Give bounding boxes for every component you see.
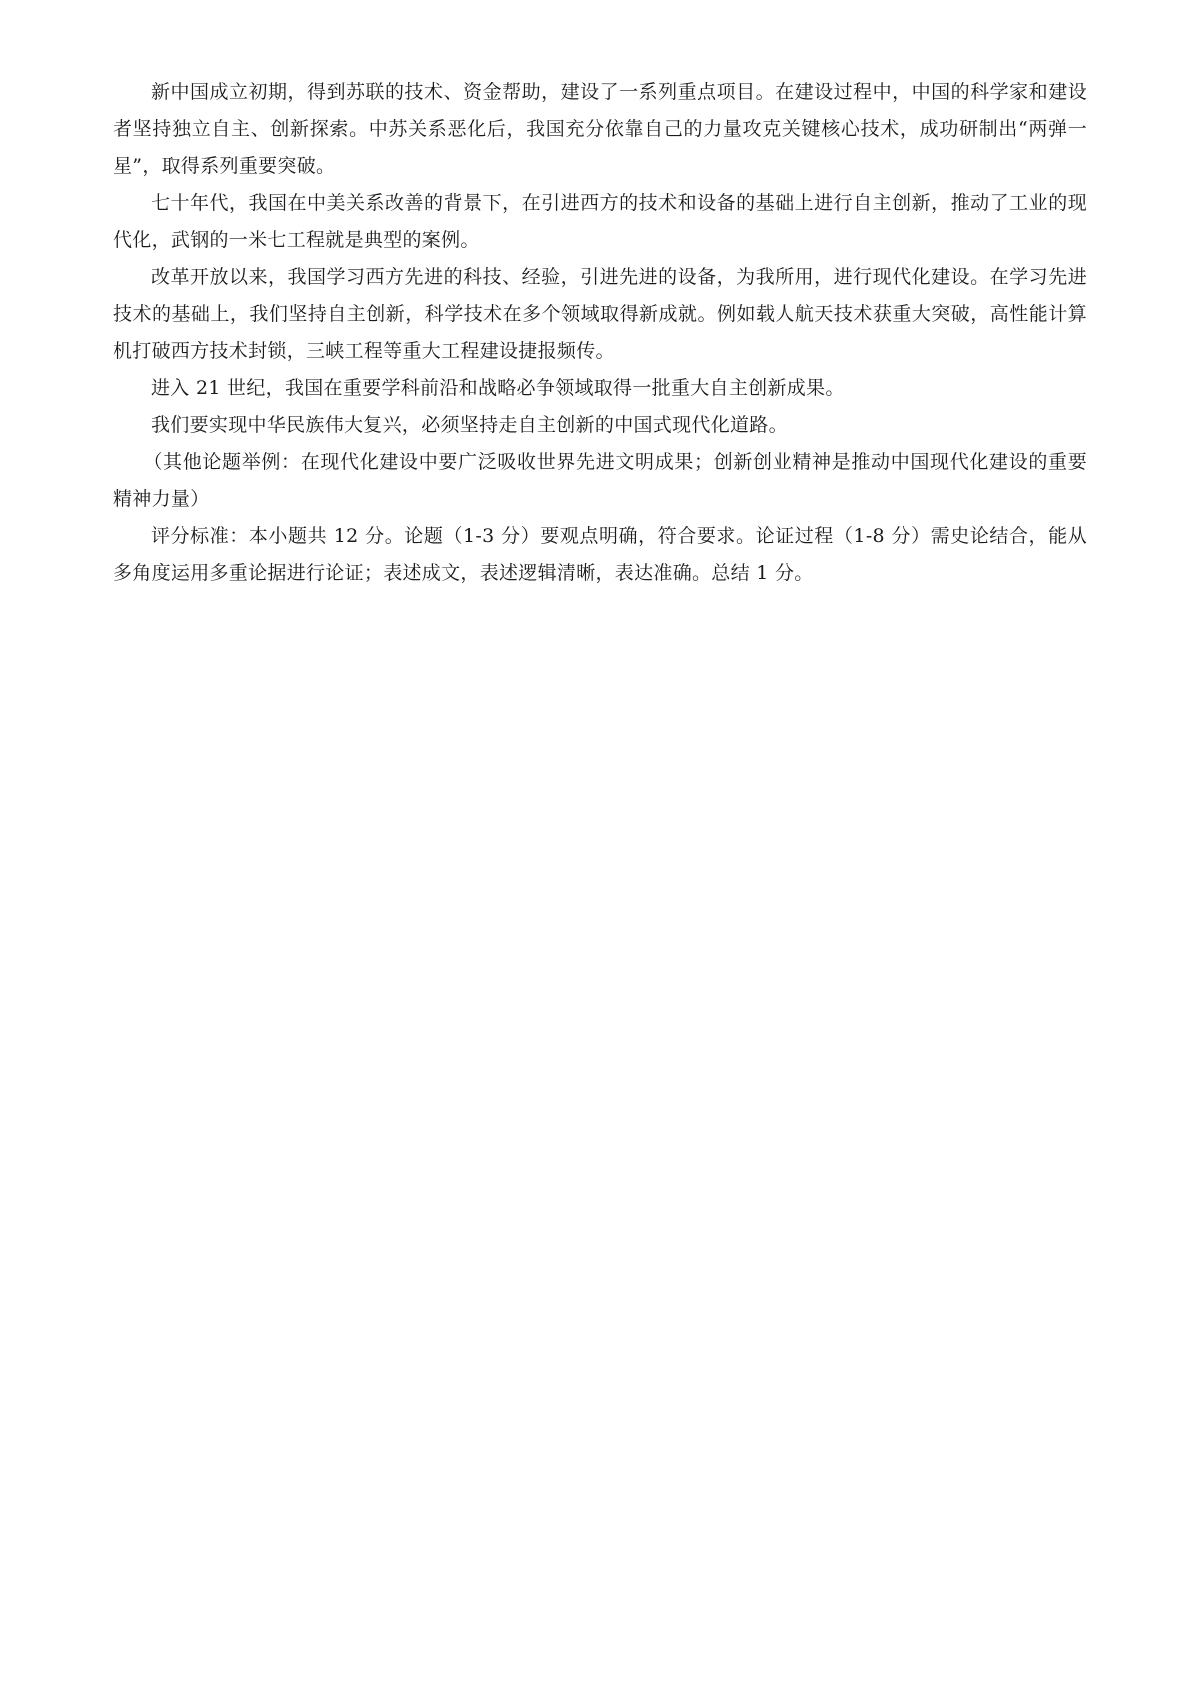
- paragraph-early-prc: 新中国成立初期，得到苏联的技术、资金帮助，建设了一系列重点项目。在建设过程中，中国的科学家和建设者坚持独立自主、创新探索。中苏关系恶化后，我国充分依靠自己的力量攻克关键核心技术，成功研制出“两弹一星”，取得系列重要突破。: [113, 81, 1087, 177]
- paragraph-scoring-criteria: 评分标准：本小题共 12 分。论题（1-3 分）要观点明确，符合要求。论证过程（1-8 分）需史论结合，能从多角度运用多重论据进行论证；表述成文，表述逻辑清晰，表达准确。总结 1 分。: [113, 525, 1087, 584]
- paragraph-other-topics: （其他论题举例：在现代化建设中要广泛吸收世界先进文明成果；创新创业精神是推动中国现代化建设的重要精神力量）: [113, 451, 1087, 510]
- paragraph-conclusion: 我们要实现中华民族伟大复兴，必须坚持走自主创新的中国式现代化道路。: [151, 414, 788, 436]
- paragraph-21st-century: 进入 21 世纪，我国在重要学科前沿和战略必争领域取得一批重大自主创新成果。: [151, 377, 845, 399]
- paragraph-seventies: 七十年代，我国在中美关系改善的背景下，在引进西方的技术和设备的基础上进行自主创新，推动了工业的现代化，武钢的一米七工程就是典型的案例。: [113, 192, 1087, 251]
- answer-text-block: [113, 74, 1087, 592]
- paragraph-reform-opening: 改革开放以来，我国学习西方先进的科技、经验，引进先进的设备，为我所用，进行现代化建设。在学习先进技术的基础上，我们坚持自主创新，科学技术在多个领域取得新成就。例如载人航天技术获重大突破，高性能计算机打破西方技术封锁，三峡工程等重大工程建设捷报频传。: [113, 266, 1087, 362]
